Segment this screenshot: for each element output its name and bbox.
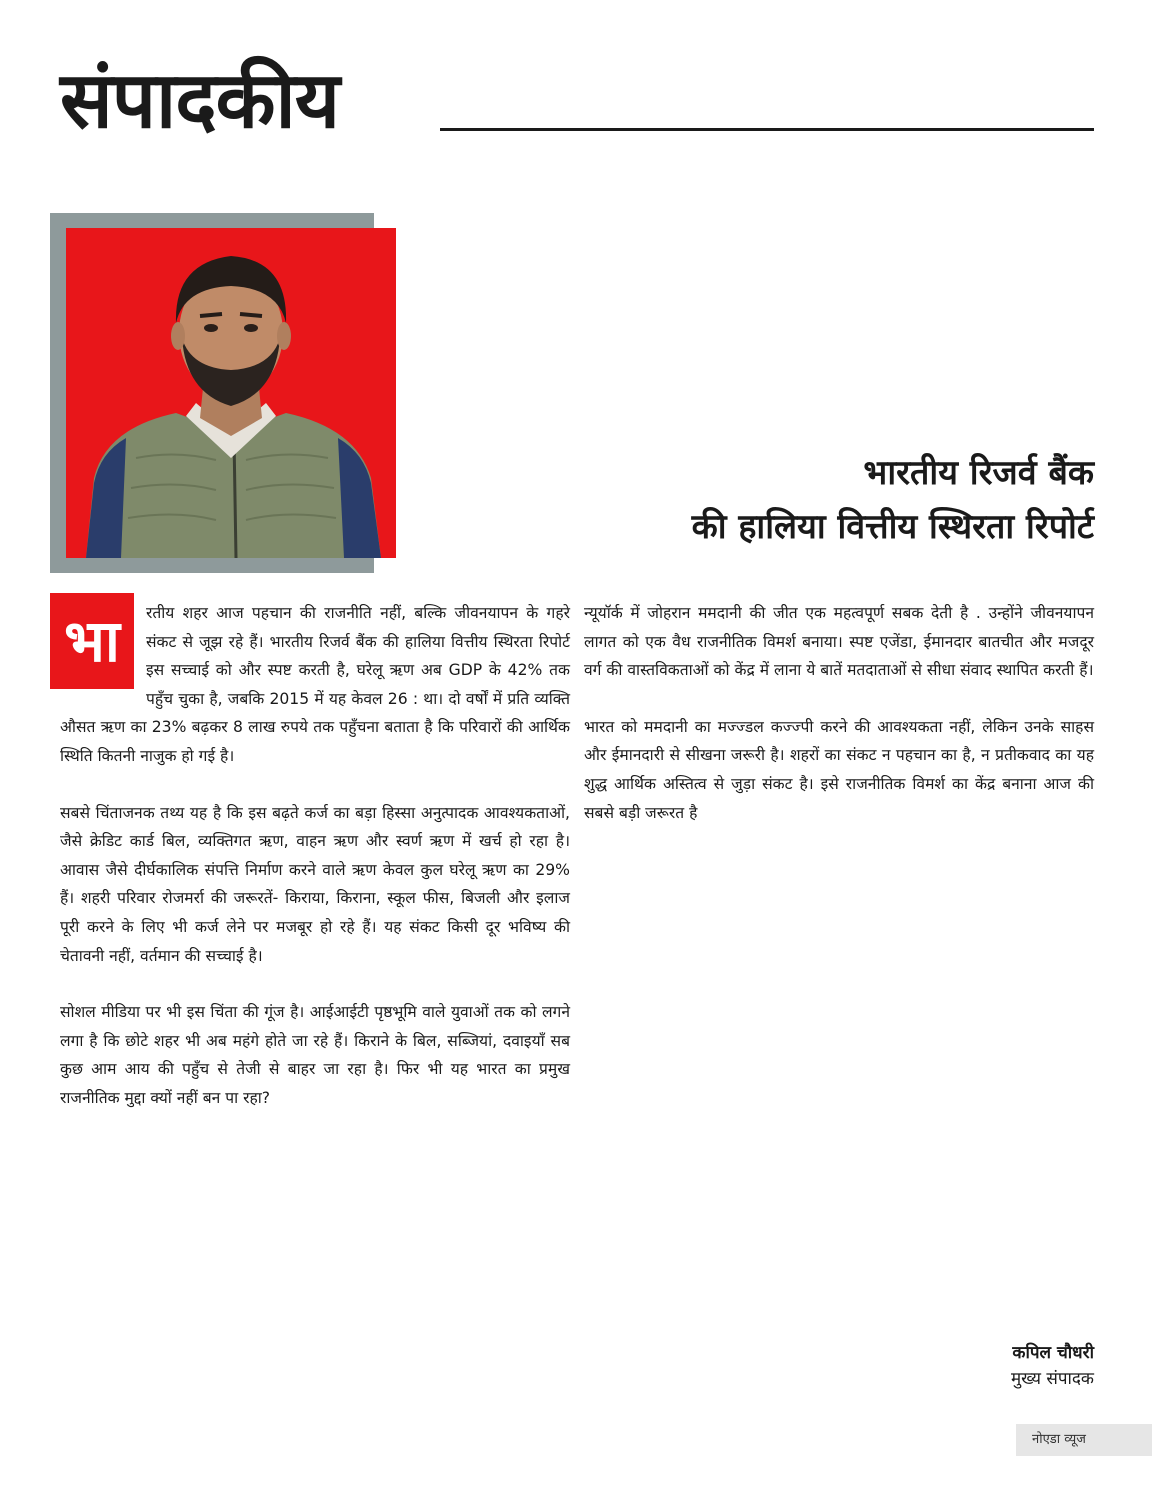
author-role: मुख्य संपादक: [1010, 1369, 1094, 1389]
headline-line-1: भारतीय रिजर्व बैंक: [863, 453, 1094, 493]
publication-footer: नोएडा व्यूज: [1016, 1424, 1152, 1456]
editor-photo: [66, 228, 396, 558]
article-headline: [692, 446, 1094, 554]
article-column-right: [584, 599, 1094, 855]
paragraph: भारत को ममदानी का मज्ज्डल कज्ज्पी करने की आवश्यकता नहीं, लेकिन उनके साहस और ईमानदारी से सीखना जरूरी है। शहरों का संकट न पहचान का है, न प्रतीकवाद का यह शुद्ध आर्थिक अस्तित्व से जुड़ा संकट है। इसे राजनीतिक विमर्श का केंद्र बनाना आज की सबसे बड़ी जरूरत है: [584, 717, 1094, 822]
author-name: कपिल चौधरी: [1012, 1343, 1094, 1363]
paragraph: सबसे चिंताजनक तथ्य यह है कि इस बढ़ते कर्ज का बड़ा हिस्सा अनुत्पादक आवश्यकताओं, जैसे क्रेडिट कार्ड बिल, व्यक्तिगत ऋण, वाहन ऋण और स्वर्ण ऋण में खर्च हो रहा है। आवास जैसे दीर्घकालिक संपत्ति निर्माण करने वाले ऋण केवल कुल घरेलू ऋण का 29% हैं। शहरी परिवार रोजमर्रा की जरूरतें- किराया, किराना, स्कूल फीस, बिजली और इलाज पूरी करने के लिए भी कर्ज लेने पर मजबूर हो रहे हैं। यह संकट किसी दूर भविष्य की चेतावनी नहीं, वर्तमान की सच्चाई है।: [60, 803, 570, 965]
headline-line-2: की हालिया वित्तीय स्थिरता रिपोर्ट: [691, 507, 1094, 547]
drop-cap: भा: [50, 593, 134, 689]
paragraph: रतीय शहर आज पहचान की राजनीति नहीं, बल्कि जीवनयापन के गहरे संकट से जूझ रहे हैं। भारतीय रिजर्व बैंक की हालिया वित्तीय स्थिरता रिपोर्ट इस सच्चाई को और स्पष्ट करती है, घरेलू ऋण अब GDP के 42% तक पहुँच चुका है, जबकि 2015 में यह केवल 26 : था। दो वर्षों में प्रति व्यक्ति औसत ऋण का 23% बढ़कर 8 लाख रुपये तक पहुँचना बताता है कि परिवारों की आर्थिक स्थिति कितनी नाजुक हो गई है।: [60, 604, 570, 765]
title-rule: [440, 128, 1094, 131]
article-column-left: [60, 599, 570, 1141]
author-signature: [1011, 1340, 1094, 1392]
paragraph: न्यूयॉर्क में जोहरान ममदानी की जीत एक महत्वपूर्ण सबक देती है . उन्होंने जीवनयापन लागत को एक वैध राजनीतिक विमर्श बनाया। स्पष्ट एजेंडा, ईमानदार बातचीत और मजदूर वर्ग की वास्तविकताओं को केंद्र में लाना ये बातें मतदाताओं से सीधा संवाद स्थापित करती हैं।: [584, 604, 1094, 680]
portrait-illustration: [66, 228, 396, 558]
paragraph: सोशल मीडिया पर भी इस चिंता की गूंज है। आईआईटी पृष्ठभूमि वाले युवाओं तक को लगने लगा है कि छोटे शहर भी अब महंगे होते जा रहे हैं। किराने के बिल, सब्जियां, दवाइयाँ सब कुछ आम आय की पहुँच से तेजी से बाहर जा रहा है। फिर भी यह भारत का प्रमुख राजनीतिक मुद्दा क्यों नहीं बन पा रहा?: [60, 1003, 570, 1107]
page-title: संपादकीय: [60, 56, 339, 146]
